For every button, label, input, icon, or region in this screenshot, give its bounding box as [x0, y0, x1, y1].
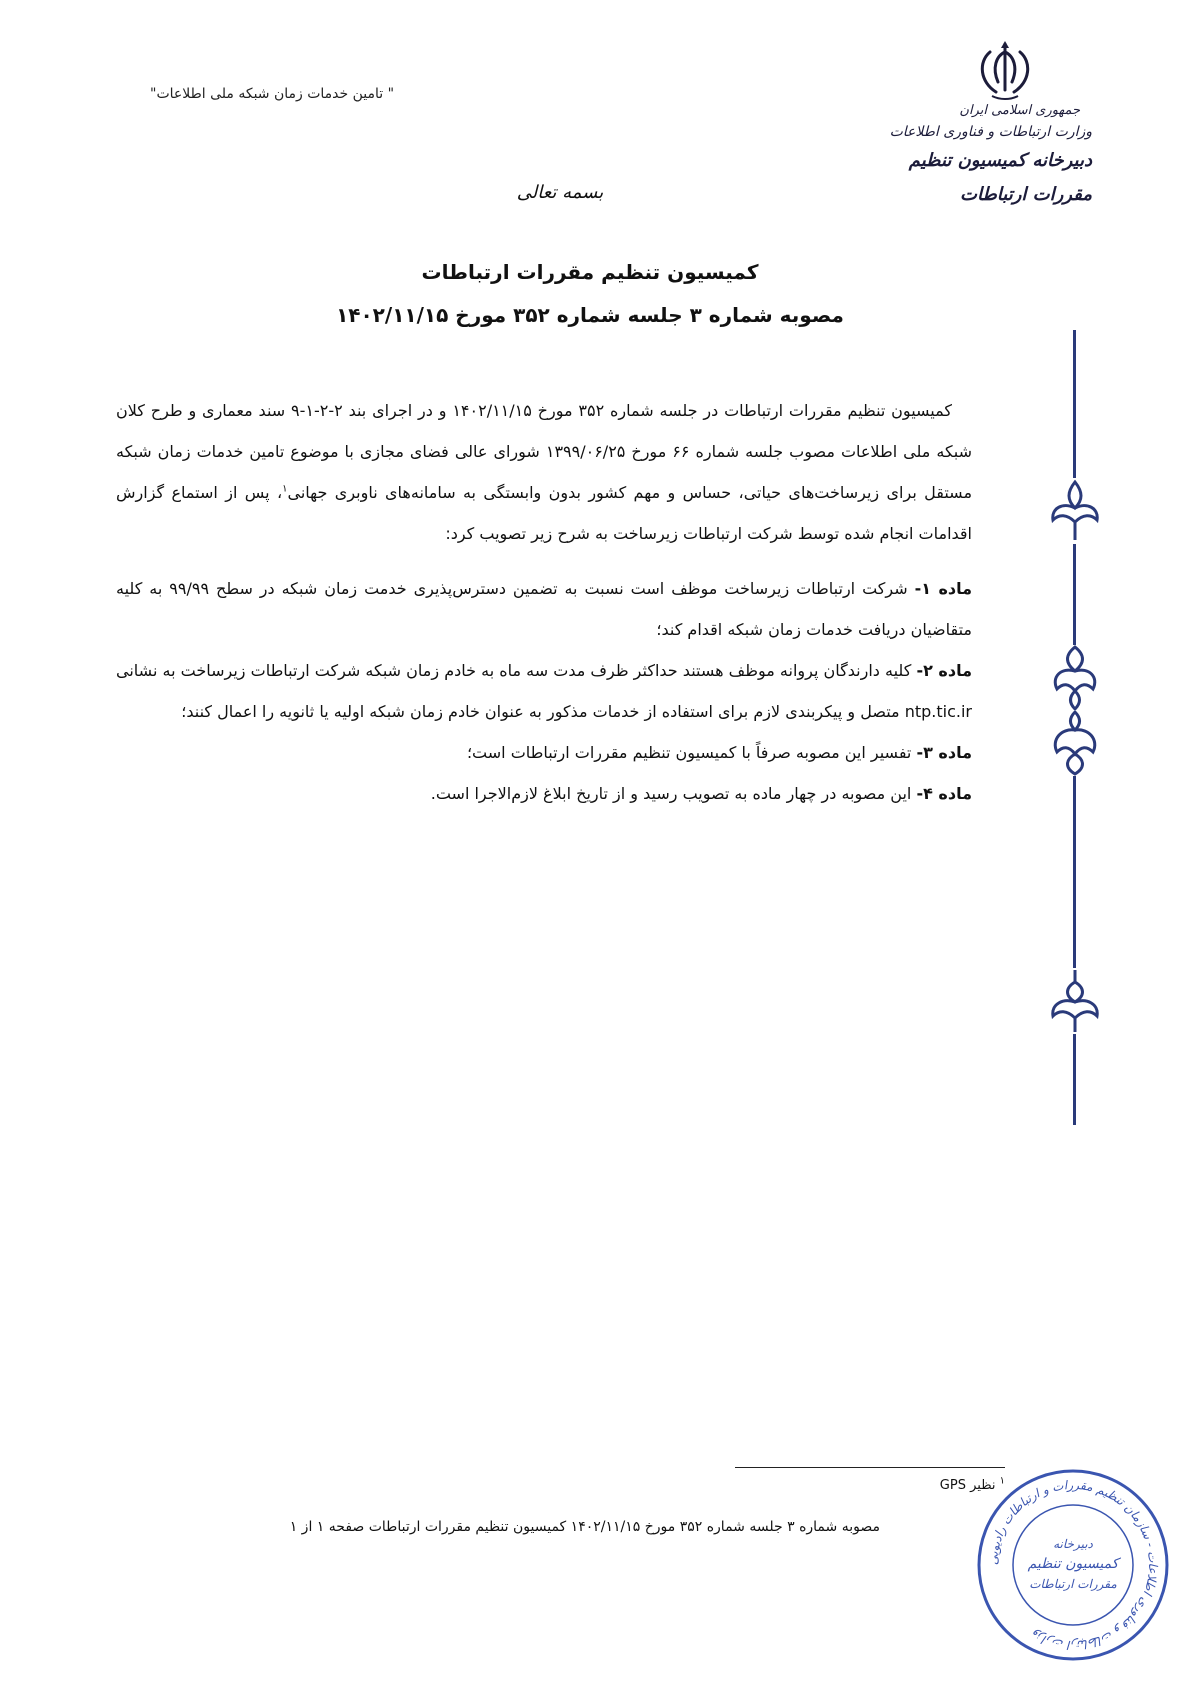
article-text: شرکت ارتباطات زیرساخت موظف است نسبت به تضمین دسترس‌پذیری خدمت زمان شبکه در سطح ۹۹/۹۹ به کلیه متقاضیان دریافت خدمات زمان شبکه اقدام کند؛ — [116, 579, 972, 639]
footnote-ref: ۱ — [282, 483, 288, 495]
article-text: تفسیر این مصوبه صرفاً با کمیسیون تنظیم مقررات ارتباطات است؛ — [466, 743, 917, 762]
letterhead-secretariat: دبیرخانه کمیسیون تنظیم مقررات ارتباطات — [908, 150, 1092, 205]
article-1 — [116, 568, 972, 650]
intro-text: کمیسیون تنظیم مقررات ارتباطات در جلسه شماره ۳۵۲ مورخ ۱۴۰۲/۱۱/۱۵ و در اجرای بند ۲-۲-۱-۹ سند معماری و طرح کلان شبکه ملی اطلاعات مصوب جلسه شماره ۶۶ مورخ ۱۳۹۹/۰۶/۲۵ شورای عالی فضای مجازی با موضوع تامین خدمات زمان شبکه مستقل برای زیرساخت‌های حیاتی، حساس و مهم کشور بدون وابستگی به سامانه‌های ناوبری جهانی — [116, 401, 973, 502]
article-4 — [116, 773, 972, 814]
article-2 — [116, 650, 972, 732]
letterhead — [852, 102, 1092, 212]
official-seal-stamp — [976, 1468, 1170, 1662]
footnote-separator — [735, 1467, 1005, 1468]
bismillah: بسمه تعالی — [516, 182, 604, 203]
seal-center-line1: دبیرخانه — [1053, 1537, 1093, 1551]
article-title: ماده ۱- — [914, 579, 973, 598]
intro-tail: ، پس از استماع گزارش اقدامات انجام شده توسط شرکت ارتباطات زیرساخت به شرح زیر تصویب کرد: — [116, 483, 972, 543]
document-body — [116, 390, 972, 814]
seal-center-line3: مقررات ارتباطات — [1029, 1577, 1117, 1591]
letterhead-country: جمهوری اسلامی ایران — [959, 103, 1080, 118]
intro-paragraph — [116, 390, 972, 554]
document-subtitle: مصوبه شماره ۳ جلسه شماره ۳۵۲ مورخ ۱۴۰۲/۱۱/۱۵ — [336, 303, 844, 327]
document-caption: " تامین خدمات زمان شبکه ملی اطلاعات" — [150, 86, 395, 102]
letterhead-ministry: وزارت ارتباطات و فناوری اطلاعات — [889, 124, 1092, 140]
document-title: کمیسیون تنظیم مقررات ارتباطات — [421, 260, 759, 284]
article-3 — [116, 732, 972, 773]
article-title: ماده ۳- — [916, 743, 972, 762]
arabesque-ornament-icon — [1045, 478, 1105, 544]
article-title: ماده ۲- — [916, 661, 973, 680]
seal-center-line2: کمیسیون تنظیم — [1027, 1556, 1119, 1572]
footnote-text: نظیر GPS — [939, 1478, 996, 1493]
arabesque-ornament-icon — [1045, 645, 1105, 711]
arabesque-ornament-icon — [1045, 710, 1105, 776]
footnote — [740, 1475, 1005, 1493]
iran-emblem-icon — [970, 38, 1040, 108]
article-text: کلیه دارندگان پروانه موظف هستند حداکثر ظرف مدت سه ماه به خادم زمان شبکه شرکت ارتباطات زیرساخت به نشانی ntp.tic.ir متصل و پیکربندی لازم برای استفاده از خدمات مذکور به عنوان خادم زمان شبکه اولیه یا ثانویه را اعمال کنند؛ — [116, 661, 972, 721]
footnote-mark: ۱ — [999, 1475, 1005, 1487]
seal-ring-text: وزارت ارتباطات و فناوری اطلاعات - سازمان تنظیم مقررات و ارتباطات رادیویی — [985, 1477, 1161, 1653]
page-footer: مصوبه شماره ۳ جلسه شماره ۳۵۲ مورخ ۱۴۰۲/۱۱/۱۵ کمیسیون تنظیم مقررات ارتباطات صفحه ۱ از ۱ — [289, 1519, 880, 1535]
article-text: این مصوبه در چهار ماده به تصویب رسید و از تاریخ ابلاغ لازم‌الاجرا است. — [430, 784, 917, 803]
article-title: ماده ۴- — [916, 784, 972, 803]
arabesque-ornament-icon — [1045, 968, 1105, 1034]
